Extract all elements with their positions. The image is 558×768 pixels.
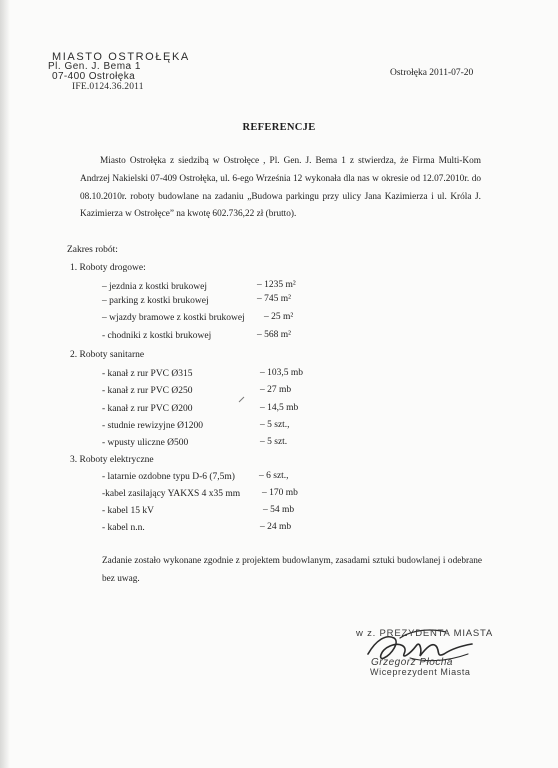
list-item-value: – 103,5 mb xyxy=(260,368,304,378)
section-heading-road-works: 1. Roboty drogowe: xyxy=(70,263,146,273)
list-item: – wjazdy bramowe z kostki brukowej xyxy=(102,313,245,323)
stamp-street: Pl. Gen. J. Bema 1 xyxy=(48,61,141,72)
list-item-value: – 54 mb xyxy=(263,505,295,515)
list-item-value: – 5 szt. xyxy=(260,437,288,447)
list-item: - studnie rewizyjne Ø1200 xyxy=(102,421,204,431)
list-item-value: – 27 mb xyxy=(260,385,292,395)
list-item: - chodniki z kostki brukowej xyxy=(102,331,212,341)
place-and-date: Ostrołęka 2011-07-20 xyxy=(390,68,474,78)
list-item: -kabel zasilający YAKXS 4 x35 mm xyxy=(102,489,241,499)
list-item: – jezdnia z kostki brukowej xyxy=(102,282,208,292)
city-office-stamp xyxy=(48,52,190,92)
list-item: - kanał z rur PVC Ø200 xyxy=(102,404,193,414)
list-item-value: – 24 mb xyxy=(260,522,292,532)
list-item-value: – 568 m² xyxy=(257,330,291,340)
list-item-value: – 14,5 mb xyxy=(260,403,299,413)
scan-speck xyxy=(238,396,246,404)
list-item: - wpusty uliczne Ø500 xyxy=(102,438,189,448)
closing-paragraph xyxy=(102,553,482,588)
list-item-value: – 25 m² xyxy=(264,312,294,322)
signatory-title: w z. PREZYDENTA MIASTA xyxy=(356,628,494,639)
list-item-value: – 170 mb xyxy=(262,488,298,498)
stamp-city-name: MIASTO OSTROŁĘKA xyxy=(52,51,190,63)
list-item-value: – 6 szt., xyxy=(259,471,289,481)
closing-text: Zadanie zostało wykonane zgodnie z projektem budowlanym, zasadami sztuki budowlanej i odebrane bez uwag. xyxy=(102,556,482,584)
section-heading-electrical-works: 3. Roboty elektryczne xyxy=(70,455,154,465)
list-item: - kanał z rur PVC Ø250 xyxy=(102,386,193,396)
intro-paragraph xyxy=(80,153,481,224)
stamp-postcode: 07-400 Ostrołęka xyxy=(52,71,136,82)
signatory-name: Grzegorz Płocha xyxy=(371,657,453,668)
signatory-role: Wiceprezydent Miasta xyxy=(370,667,471,677)
document-title: REFERENCJE xyxy=(242,122,316,133)
list-item: - kabel 15 kV xyxy=(102,506,154,516)
list-item-value: – 745 m² xyxy=(257,294,291,304)
list-item: - kanał z rur PVC Ø315 xyxy=(102,369,193,379)
scope-label: Zakres robót: xyxy=(67,245,118,255)
document-reference-number: IFE.0124.36.2011 xyxy=(72,82,144,92)
list-item-value: – 1235 m² xyxy=(257,280,296,290)
list-item: – parking z kostki brukowej xyxy=(102,296,209,306)
list-item: - latarnie ozdobne typu D-6 (7,5m) xyxy=(102,472,235,482)
list-item-value: – 5 szt., xyxy=(260,420,290,430)
intro-text: Miasto Ostrołęka z siedzibą w Ostrołęce , Pl. Gen. J. Bema 1 z stwierdza, że Firma Multi-Kom Andrzej Nakielski 07-409 Ostrołęka, ul. 6-ego Września 12 wykonała dla nas w okresie od 12.07.2010r. do 08.10.2010r. roboty budowlane na zadaniu „Budowa parkingu przy ulicy Jana Kazimierza i ul. Króla J. Kazimierza w Ostrołęce” na kwotę 602.736,22 zł (brutto). xyxy=(80,156,481,220)
list-item: - kabel n.n. xyxy=(102,523,145,533)
section-heading-sanitary-works: 2. Roboty sanitarne xyxy=(70,350,145,360)
